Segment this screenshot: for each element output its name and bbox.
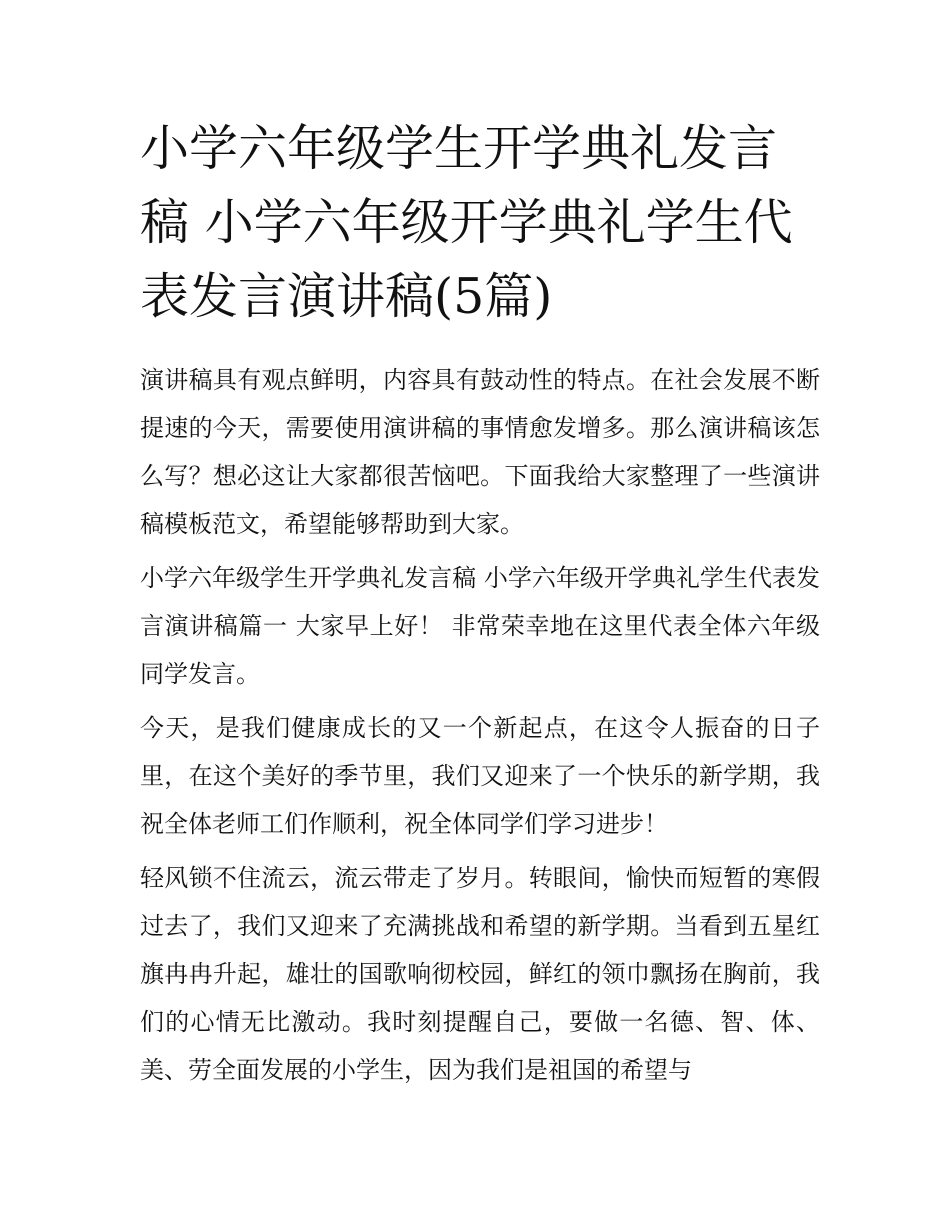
paragraph-new-term: 轻风锁不住流云，流云带走了岁月。转眼间，愉快而短暂的寒假过去了，我们又迎来了充满挑战和希望的新学期。当看到五星红旗冉冉升起，雄壮的国歌响彻校园，鲜红的领巾飘扬在胸前，我们的心情无比激动。我时刻提醒自己，要做一名德、智、体、美、劳全面发展的小学生，因为我们是祖国的希望与 (140, 864, 820, 1084)
document-body (140, 356, 820, 1094)
document-title: 小学六年级学生开学典礼发言稿 小学六年级开学典礼学生代表发言演讲稿(5篇) (140, 120, 793, 325)
paragraph-new-start: 今天，是我们健康成长的又一个新起点，在这令人振奋的日子里，在这个美好的季节里，我们又迎来了一个快乐的新学期，我祝全体老师工们作顺利，祝全体同学们学习进步！ (140, 714, 820, 838)
paragraph-speech-heading: 小学六年级学生开学典礼发言稿 小学六年级开学典礼学生代表发言演讲稿篇一 大家早上好！ 非常荣幸地在这里代表全体六年级同学发言。 (140, 564, 820, 688)
paragraph-intro: 演讲稿具有观点鲜明，内容具有鼓动性的特点。在社会发展不断提速的今天，需要使用演讲稿的事情愈发增多。那么演讲稿该怎么写？想必这让大家都很苦恼吧。下面我给大家整理了一些演讲稿模板范文，希望能够帮助到大家。 (140, 366, 820, 538)
